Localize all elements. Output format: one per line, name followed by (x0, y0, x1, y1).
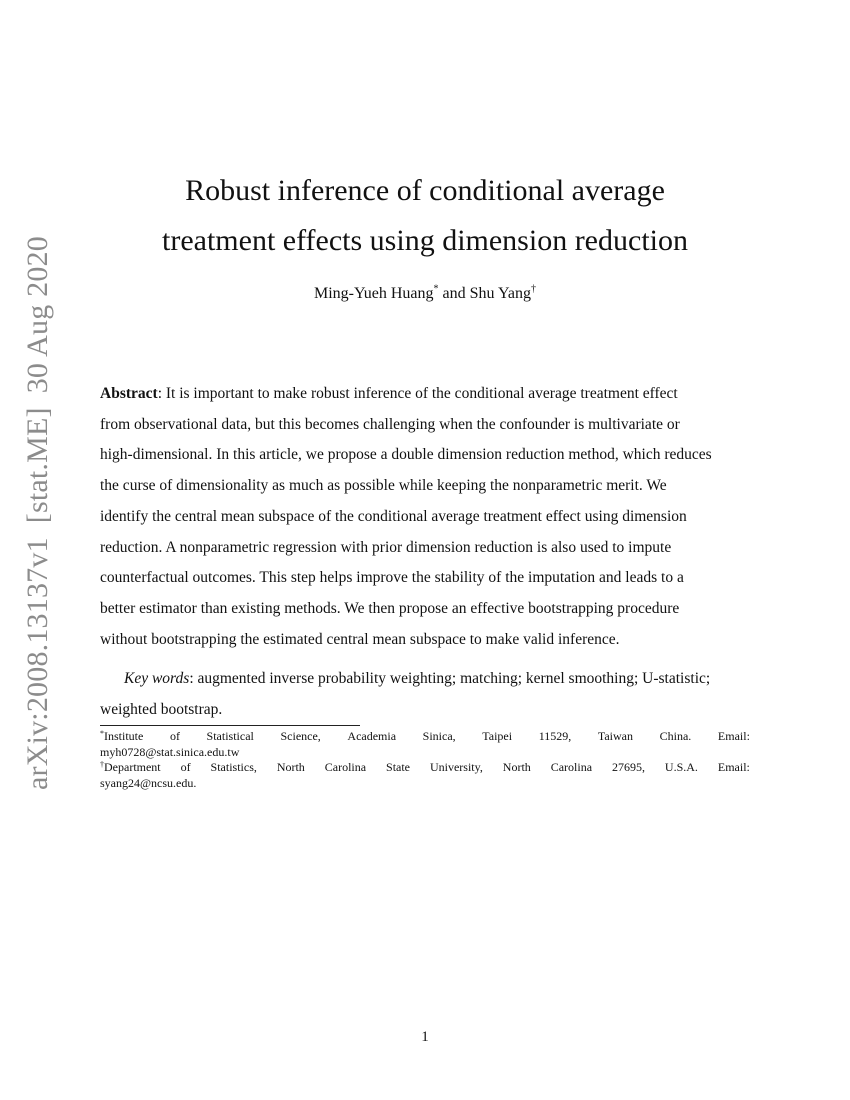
keywords-line: Key words: augmented inverse probability weighting; matching; kernel smoothing; U-statistic; (124, 670, 711, 687)
abstract-line: without bootstrapping the estimated central mean subspace to make valid inference. (100, 630, 620, 648)
footnote-line: *Institute of Statistical Science, Academia Sinica, Taipei 11529, Taiwan China. Email: (100, 729, 750, 743)
abstract-line: identify the central mean subspace of the conditional average treatment effect using dimension (100, 507, 687, 525)
author-name: Ming-Yueh Huang (313, 285, 434, 302)
abstract-line: high-dimensional. In this article, we propose a double dimension reduction method, which reduces (100, 446, 712, 464)
footnote-affiliation-2 (100, 760, 750, 791)
abstract-line: from observational data, but this becomes challenging when the confounder is multivariate or (100, 415, 680, 433)
abstract-line: counterfactual outcomes. This step helps improve the stability of the imputation and leads to a (100, 569, 684, 587)
abstract-line: reduction. A nonparametric regression with prior dimension reduction is also used to impute (100, 538, 672, 556)
abstract-section (100, 379, 760, 655)
keywords-line: weighted bootstrap. (100, 700, 223, 718)
footnote-rule (100, 725, 360, 726)
arxiv-id: arXiv:2008.13137v1 (21, 537, 54, 790)
author-list (100, 283, 750, 305)
footnote-email: syang24@ncsu.edu. (100, 775, 197, 790)
footnote-marker: * (433, 283, 439, 295)
abstract-line: the curse of dimensionality as much as possible while keeping the nonparametric merit. We (100, 477, 667, 495)
footnotes (100, 729, 750, 791)
author-name: Shu Yang (469, 285, 531, 302)
footnote-line: †Department of Statistics, North Carolina State University, North Carolina 27695, U.S.A. Email: (100, 760, 750, 774)
footnote-email: myh0728@stat.sinica.edu.tw (100, 744, 240, 759)
paper-title-line-1: Robust inference of conditional average (185, 174, 665, 207)
abstract-label: Abstract (100, 385, 158, 402)
author-conjunction: and (442, 285, 466, 302)
footnote-marker: † (531, 283, 536, 295)
arxiv-category: [stat.ME] (21, 407, 54, 524)
abstract-line: better estimator than existing methods. We then propose an effective bootstrapping procedure (100, 599, 680, 617)
keywords-label: Key words (124, 670, 190, 687)
paper-title (100, 166, 750, 266)
keywords-section (100, 664, 760, 725)
arxiv-date: 30 Aug 2020 (21, 236, 54, 394)
abstract-paragraph (100, 379, 760, 655)
arxiv-identifier-stamp (14, 236, 62, 790)
page-number: 1 (421, 1029, 429, 1045)
paper-title-line-2: treatment effects using dimension reduction (162, 224, 688, 257)
footnote-affiliation-1 (100, 729, 750, 760)
abstract-line: Abstract: It is important to make robust inference of the conditional average treatment effect (100, 385, 678, 402)
